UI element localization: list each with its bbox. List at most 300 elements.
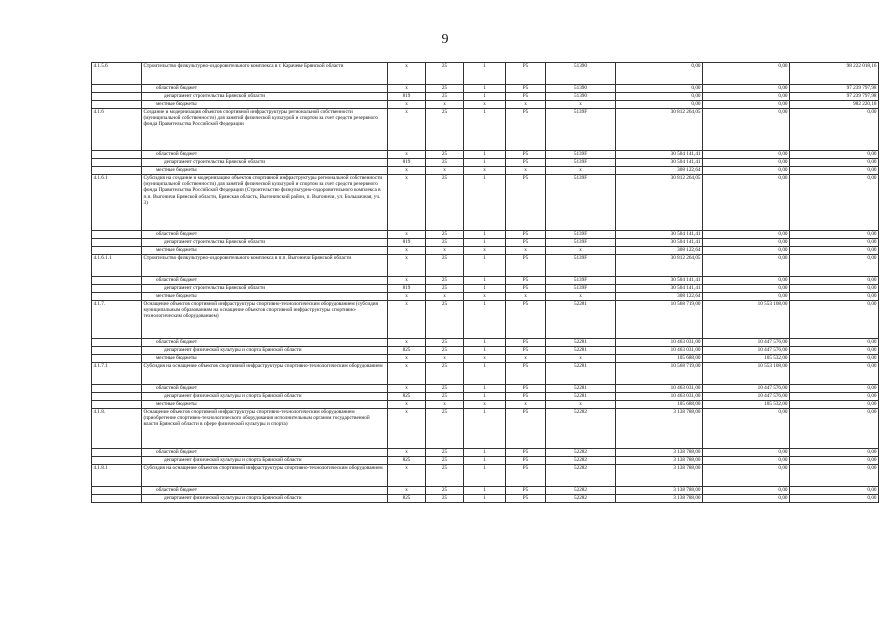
cell-c3: 1 xyxy=(464,109,506,151)
cell-code xyxy=(92,355,142,363)
cell-c5: х xyxy=(546,247,616,255)
table-row xyxy=(92,175,879,231)
cell-c1: х xyxy=(388,363,426,385)
cell-name: областной бюджет xyxy=(142,231,388,239)
cell-c4: Р5 xyxy=(506,85,546,93)
cell-name: Субсидия на оснащение объектов спортивной инфраструктуры спортивно-технологическим оборудованием xyxy=(142,465,388,487)
cell-v2: 0,00 xyxy=(703,293,790,301)
cell-c5: 5139F xyxy=(546,109,616,151)
cell-code: 4.1.6.1.1 xyxy=(92,255,142,277)
cell-code xyxy=(92,239,142,247)
cell-c1: х xyxy=(388,231,426,239)
cell-name: местные бюджеты xyxy=(142,167,388,175)
cell-c3: 1 xyxy=(464,393,506,401)
cell-c5: 51390 xyxy=(546,85,616,93)
table-row xyxy=(92,231,879,239)
cell-c4: Р5 xyxy=(506,465,546,487)
cell-c2: 25 xyxy=(426,175,464,231)
cell-c5: 51390 xyxy=(546,63,616,85)
cell-c2: 25 xyxy=(426,347,464,355)
cell-v1: 3 138 788,00 xyxy=(616,409,703,449)
cell-code: 4.1.8. xyxy=(92,409,142,449)
cell-c3: 1 xyxy=(464,339,506,347)
cell-c4: Р5 xyxy=(506,409,546,449)
cell-code: 4.1.6.1 xyxy=(92,175,142,231)
table-row xyxy=(92,247,879,255)
cell-c5: 52281 xyxy=(546,363,616,385)
cell-c4: Р5 xyxy=(506,339,546,347)
cell-v3: 0,00 xyxy=(790,363,879,385)
cell-v1: 105 688,00 xyxy=(616,401,703,409)
cell-v2: 0,00 xyxy=(703,247,790,255)
cell-v2: 0,00 xyxy=(703,449,790,457)
cell-c3: 1 xyxy=(464,231,506,239)
cell-c1: х xyxy=(388,301,426,339)
cell-c2: 25 xyxy=(426,231,464,239)
cell-c4: х xyxy=(506,247,546,255)
cell-code xyxy=(92,339,142,347)
cell-v3: 0,00 xyxy=(790,159,879,167)
cell-v2: 10 553 108,00 xyxy=(703,363,790,385)
cell-v3: 0,00 xyxy=(790,385,879,393)
cell-c5: 52282 xyxy=(546,449,616,457)
cell-c4: Р5 xyxy=(506,151,546,159)
cell-c4: х xyxy=(506,101,546,109)
cell-c2: 25 xyxy=(426,239,464,247)
cell-v2: 0,00 xyxy=(703,93,790,101)
cell-v1: 30 504 141,41 xyxy=(616,159,703,167)
cell-v1: 0,00 xyxy=(616,93,703,101)
cell-c1: х xyxy=(388,151,426,159)
cell-c1: х xyxy=(388,293,426,301)
cell-c1: 819 xyxy=(388,93,426,101)
table-row xyxy=(92,487,879,495)
cell-c5: 5139F xyxy=(546,159,616,167)
cell-c2: 25 xyxy=(426,393,464,401)
cell-c1: х xyxy=(388,465,426,487)
cell-c5: 52282 xyxy=(546,495,616,503)
cell-name: Оснащение объектов спортивной инфраструктуры спортивно-технологическим оборудованием (субсидия муниципальным образованиям на оснащение объектов спортивной инфраструктуры спортивно-технологическим оборудованием) xyxy=(142,301,388,339)
cell-c5: 52281 xyxy=(546,339,616,347)
cell-c1: 825 xyxy=(388,457,426,465)
cell-v2: 10 447 576,00 xyxy=(703,347,790,355)
cell-c2: 25 xyxy=(426,285,464,293)
cell-v2: 10 553 108,00 xyxy=(703,301,790,339)
cell-c4: Р5 xyxy=(506,239,546,247)
cell-c4: х xyxy=(506,293,546,301)
cell-v3: 0,00 xyxy=(790,175,879,231)
cell-v1: 3 138 788,00 xyxy=(616,495,703,503)
cell-v2: 0,00 xyxy=(703,85,790,93)
cell-c2: 25 xyxy=(426,487,464,495)
cell-c5: 52282 xyxy=(546,409,616,449)
cell-v2: 10 447 576,00 xyxy=(703,385,790,393)
cell-v3: 0,00 xyxy=(790,247,879,255)
table-row xyxy=(92,457,879,465)
cell-c5: 5139F xyxy=(546,239,616,247)
cell-c2: 25 xyxy=(426,63,464,85)
cell-v2: 0,00 xyxy=(703,239,790,247)
cell-code xyxy=(92,101,142,109)
cell-c4: Р5 xyxy=(506,93,546,101)
cell-c5: х xyxy=(546,401,616,409)
cell-v3: 0,00 xyxy=(790,239,879,247)
cell-v1: 10 463 031,00 xyxy=(616,385,703,393)
cell-name: департамент физической культуры и спорта Брянской области xyxy=(142,457,388,465)
cell-code xyxy=(92,393,142,401)
cell-code: 4.1.5.6 xyxy=(92,63,142,85)
cell-v1: 10 568 719,00 xyxy=(616,301,703,339)
cell-v2: 0,00 xyxy=(703,159,790,167)
cell-v2: 105 532,00 xyxy=(703,401,790,409)
cell-name: департамент строительства Брянской области xyxy=(142,285,388,293)
cell-c5: 52281 xyxy=(546,347,616,355)
cell-code xyxy=(92,487,142,495)
cell-c2: 25 xyxy=(426,85,464,93)
cell-v3: 0,00 xyxy=(790,449,879,457)
cell-v1: 308 122,64 xyxy=(616,167,703,175)
cell-c3: 1 xyxy=(464,385,506,393)
cell-v3: 0,00 xyxy=(790,231,879,239)
cell-c4: Р5 xyxy=(506,363,546,385)
cell-c1: х xyxy=(388,63,426,85)
cell-v1: 10 463 031,00 xyxy=(616,347,703,355)
cell-v1: 308 122,64 xyxy=(616,293,703,301)
page-number: 9 xyxy=(441,32,449,47)
cell-c1: х xyxy=(388,401,426,409)
cell-v2: 0,00 xyxy=(703,151,790,159)
cell-name: департамент строительства Брянской области xyxy=(142,93,388,101)
cell-c4: Р5 xyxy=(506,255,546,277)
cell-c2: 25 xyxy=(426,109,464,151)
cell-c4: Р5 xyxy=(506,301,546,339)
cell-code xyxy=(92,449,142,457)
cell-v2: 0,00 xyxy=(703,175,790,231)
cell-code xyxy=(92,277,142,285)
cell-c2: 25 xyxy=(426,409,464,449)
cell-v1: 0,00 xyxy=(616,63,703,85)
cell-v1: 3 138 788,00 xyxy=(616,457,703,465)
table-row xyxy=(92,363,879,385)
budget-table-body xyxy=(92,63,879,503)
cell-v1: 10 463 031,00 xyxy=(616,393,703,401)
cell-c2: х xyxy=(426,101,464,109)
cell-v2: 0,00 xyxy=(703,63,790,85)
cell-c4: х xyxy=(506,401,546,409)
cell-c3: 1 xyxy=(464,63,506,85)
cell-v3: 0,00 xyxy=(790,495,879,503)
cell-code xyxy=(92,457,142,465)
cell-code xyxy=(92,93,142,101)
cell-name: департамент физической культуры и спорта Брянской области xyxy=(142,347,388,355)
cell-c1: х xyxy=(388,175,426,231)
cell-name: областной бюджет xyxy=(142,487,388,495)
table-row xyxy=(92,495,879,503)
cell-v2: 0,00 xyxy=(703,457,790,465)
cell-c2: х xyxy=(426,355,464,363)
cell-name: Субсидия на оснащение объектов спортивной инфраструктуры спортивно-технологическим оборудованием xyxy=(142,363,388,385)
table-row xyxy=(92,339,879,347)
cell-c2: х xyxy=(426,401,464,409)
table-row xyxy=(92,93,879,101)
cell-c1: 819 xyxy=(388,159,426,167)
cell-name: Создание и модернизация объектов спортивной инфраструктуры региональной собственности (муниципальной собственности) для занятий физической культурой и спортом за счет средств резервного фонда Правительства Российской Федерации xyxy=(142,109,388,151)
cell-v1: 10 463 031,00 xyxy=(616,339,703,347)
cell-v2: 0,00 xyxy=(703,101,790,109)
cell-c2: х xyxy=(426,167,464,175)
cell-code xyxy=(92,385,142,393)
cell-c4: Р5 xyxy=(506,159,546,167)
cell-name: департамент физической культуры и спорта Брянской области xyxy=(142,495,388,503)
cell-code xyxy=(92,231,142,239)
cell-v1: 3 138 788,00 xyxy=(616,449,703,457)
cell-c1: х xyxy=(388,255,426,277)
cell-c4: Р5 xyxy=(506,63,546,85)
cell-v1: 10 568 719,00 xyxy=(616,363,703,385)
cell-c5: х xyxy=(546,167,616,175)
cell-v3: 0,00 xyxy=(790,255,879,277)
cell-c3: х xyxy=(464,401,506,409)
table-row xyxy=(92,355,879,363)
cell-code xyxy=(92,347,142,355)
cell-v3: 982 220,18 xyxy=(790,101,879,109)
cell-v1: 30 504 141,41 xyxy=(616,239,703,247)
cell-c3: 1 xyxy=(464,175,506,231)
cell-c2: 25 xyxy=(426,457,464,465)
cell-c5: 5139F xyxy=(546,151,616,159)
cell-c4: Р5 xyxy=(506,285,546,293)
cell-c4: Р5 xyxy=(506,347,546,355)
cell-code xyxy=(92,85,142,93)
cell-c1: х xyxy=(388,85,426,93)
cell-c3: х xyxy=(464,355,506,363)
cell-v2: 0,00 xyxy=(703,487,790,495)
cell-v2: 0,00 xyxy=(703,109,790,151)
cell-c1: х xyxy=(388,101,426,109)
cell-name: областной бюджет xyxy=(142,449,388,457)
cell-c5: 5139F xyxy=(546,285,616,293)
cell-c2: 25 xyxy=(426,301,464,339)
cell-v1: 0,00 xyxy=(616,101,703,109)
cell-v1: 30 812 264,05 xyxy=(616,109,703,151)
cell-v1: 3 138 788,00 xyxy=(616,487,703,495)
cell-c1: х xyxy=(388,109,426,151)
cell-v1: 30 812 264,05 xyxy=(616,175,703,231)
cell-c3: 1 xyxy=(464,151,506,159)
cell-c3: 1 xyxy=(464,495,506,503)
table-row xyxy=(92,255,879,277)
cell-v3: 0,00 xyxy=(790,285,879,293)
table-row xyxy=(92,109,879,151)
cell-v1: 308 122,64 xyxy=(616,247,703,255)
cell-v3: 0,00 xyxy=(790,487,879,495)
cell-code xyxy=(92,495,142,503)
cell-c1: х xyxy=(388,167,426,175)
cell-c3: х xyxy=(464,247,506,255)
cell-c2: 25 xyxy=(426,151,464,159)
cell-v3: 0,00 xyxy=(790,301,879,339)
cell-c2: 25 xyxy=(426,255,464,277)
cell-c1: х xyxy=(388,339,426,347)
cell-v2: 0,00 xyxy=(703,409,790,449)
cell-c1: х xyxy=(388,409,426,449)
cell-v3: 0,00 xyxy=(790,277,879,285)
cell-name: Субсидия на создание и модернизацию объектов спортивной инфраструктуры региональной собственности (муниципальной собственности) для занятий физической культурой и спортом за счет средств резервного фонда Правительства Российской Федерации (Строительство физкультурно-оздоровительного комплекса в п.п. Выгоничи Брянской области, Брянская область, Выгоничский район, п. Выгоничи, ул. Большачная, уч. 3) xyxy=(142,175,388,231)
cell-c4: х xyxy=(506,167,546,175)
cell-v1: 30 812 264,05 xyxy=(616,255,703,277)
cell-c2: х xyxy=(426,247,464,255)
cell-v1: 30 504 141,41 xyxy=(616,151,703,159)
cell-v2: 0,00 xyxy=(703,277,790,285)
table-row xyxy=(92,347,879,355)
cell-c2: 25 xyxy=(426,449,464,457)
cell-c1: 825 xyxy=(388,393,426,401)
cell-code: 4.1.7.1 xyxy=(92,363,142,385)
cell-c3: 1 xyxy=(464,285,506,293)
cell-v3: 0,00 xyxy=(790,339,879,347)
table-row xyxy=(92,465,879,487)
cell-c3: 1 xyxy=(464,487,506,495)
cell-name: местные бюджеты xyxy=(142,355,388,363)
cell-c5: 52282 xyxy=(546,457,616,465)
cell-v1: 30 504 141,41 xyxy=(616,231,703,239)
cell-code: 4.1.7. xyxy=(92,301,142,339)
table-row xyxy=(92,393,879,401)
cell-c4: Р5 xyxy=(506,457,546,465)
cell-name: областной бюджет xyxy=(142,151,388,159)
cell-c4: Р5 xyxy=(506,393,546,401)
cell-name: местные бюджеты xyxy=(142,247,388,255)
cell-c1: 819 xyxy=(388,285,426,293)
cell-name: местные бюджеты xyxy=(142,293,388,301)
table-row xyxy=(92,85,879,93)
table-row xyxy=(92,285,879,293)
cell-v3: 0,00 xyxy=(790,355,879,363)
table-row xyxy=(92,167,879,175)
cell-code: 4.1.6 xyxy=(92,109,142,151)
cell-code xyxy=(92,167,142,175)
cell-v2: 0,00 xyxy=(703,285,790,293)
cell-c2: 25 xyxy=(426,385,464,393)
cell-c2: 25 xyxy=(426,339,464,347)
cell-code xyxy=(92,293,142,301)
cell-v1: 105 688,00 xyxy=(616,355,703,363)
cell-c5: 5139F xyxy=(546,255,616,277)
cell-c4: Р5 xyxy=(506,385,546,393)
cell-v3: 98 222 018,16 xyxy=(790,63,879,85)
cell-c2: х xyxy=(426,293,464,301)
cell-name: местные бюджеты xyxy=(142,401,388,409)
cell-c4: х xyxy=(506,355,546,363)
cell-c1: 819 xyxy=(388,239,426,247)
cell-c3: 1 xyxy=(464,409,506,449)
cell-name: местные бюджеты xyxy=(142,101,388,109)
cell-v2: 0,00 xyxy=(703,255,790,277)
budget-table xyxy=(91,62,879,503)
cell-c2: 25 xyxy=(426,159,464,167)
table-row xyxy=(92,301,879,339)
cell-v3: 0,00 xyxy=(790,393,879,401)
table-row xyxy=(92,277,879,285)
cell-code xyxy=(92,159,142,167)
cell-v3: 97 239 797,98 xyxy=(790,85,879,93)
cell-c5: 5139F xyxy=(546,277,616,285)
cell-c5: 5139F xyxy=(546,175,616,231)
cell-v1: 3 138 788,00 xyxy=(616,465,703,487)
cell-c3: 1 xyxy=(464,347,506,355)
cell-c3: 1 xyxy=(464,449,506,457)
table-row xyxy=(92,239,879,247)
cell-c5: 51390 xyxy=(546,93,616,101)
cell-c1: х xyxy=(388,449,426,457)
cell-v2: 0,00 xyxy=(703,167,790,175)
cell-name: областной бюджет xyxy=(142,277,388,285)
table-row xyxy=(92,449,879,457)
cell-v2: 0,00 xyxy=(703,231,790,239)
cell-name: департамент физической культуры и спорта Брянской области xyxy=(142,393,388,401)
cell-c4: Р5 xyxy=(506,487,546,495)
cell-c1: 825 xyxy=(388,347,426,355)
cell-v2: 10 447 576,00 xyxy=(703,393,790,401)
cell-c3: 1 xyxy=(464,93,506,101)
cell-c4: Р5 xyxy=(506,109,546,151)
cell-code: 4.1.8.1 xyxy=(92,465,142,487)
table-row xyxy=(92,63,879,85)
cell-c3: х xyxy=(464,167,506,175)
cell-c2: 25 xyxy=(426,495,464,503)
cell-c4: Р5 xyxy=(506,277,546,285)
cell-v3: 0,00 xyxy=(790,465,879,487)
cell-c1: х xyxy=(388,385,426,393)
cell-c1: х xyxy=(388,355,426,363)
cell-c5: х xyxy=(546,355,616,363)
table-row xyxy=(92,293,879,301)
cell-code xyxy=(92,247,142,255)
cell-c4: Р5 xyxy=(506,231,546,239)
cell-c2: 25 xyxy=(426,465,464,487)
cell-name: департамент строительства Брянской области xyxy=(142,159,388,167)
cell-c1: х xyxy=(388,277,426,285)
cell-v3: 0,00 xyxy=(790,293,879,301)
cell-c5: 52282 xyxy=(546,465,616,487)
table-row xyxy=(92,159,879,167)
cell-c5: 52281 xyxy=(546,385,616,393)
cell-name: областной бюджет xyxy=(142,385,388,393)
cell-c3: 1 xyxy=(464,239,506,247)
cell-v1: 0,00 xyxy=(616,85,703,93)
cell-v3: 0,00 xyxy=(790,457,879,465)
cell-c2: 25 xyxy=(426,363,464,385)
cell-c1: 825 xyxy=(388,495,426,503)
cell-c3: 1 xyxy=(464,159,506,167)
cell-c5: х xyxy=(546,101,616,109)
cell-v3: 97 239 797,98 xyxy=(790,93,879,101)
cell-v2: 10 447 576,00 xyxy=(703,339,790,347)
cell-c3: 1 xyxy=(464,255,506,277)
cell-v2: 0,00 xyxy=(703,495,790,503)
cell-v2: 105 532,00 xyxy=(703,355,790,363)
cell-v2: 0,00 xyxy=(703,465,790,487)
cell-c3: х xyxy=(464,101,506,109)
cell-c1: х xyxy=(388,247,426,255)
cell-v1: 30 504 141,41 xyxy=(616,277,703,285)
cell-c3: х xyxy=(464,293,506,301)
cell-name: департамент строительства Брянской области xyxy=(142,239,388,247)
table-row xyxy=(92,385,879,393)
cell-v3: 0,00 xyxy=(790,409,879,449)
cell-v3: 0,00 xyxy=(790,109,879,151)
cell-c4: Р5 xyxy=(506,175,546,231)
